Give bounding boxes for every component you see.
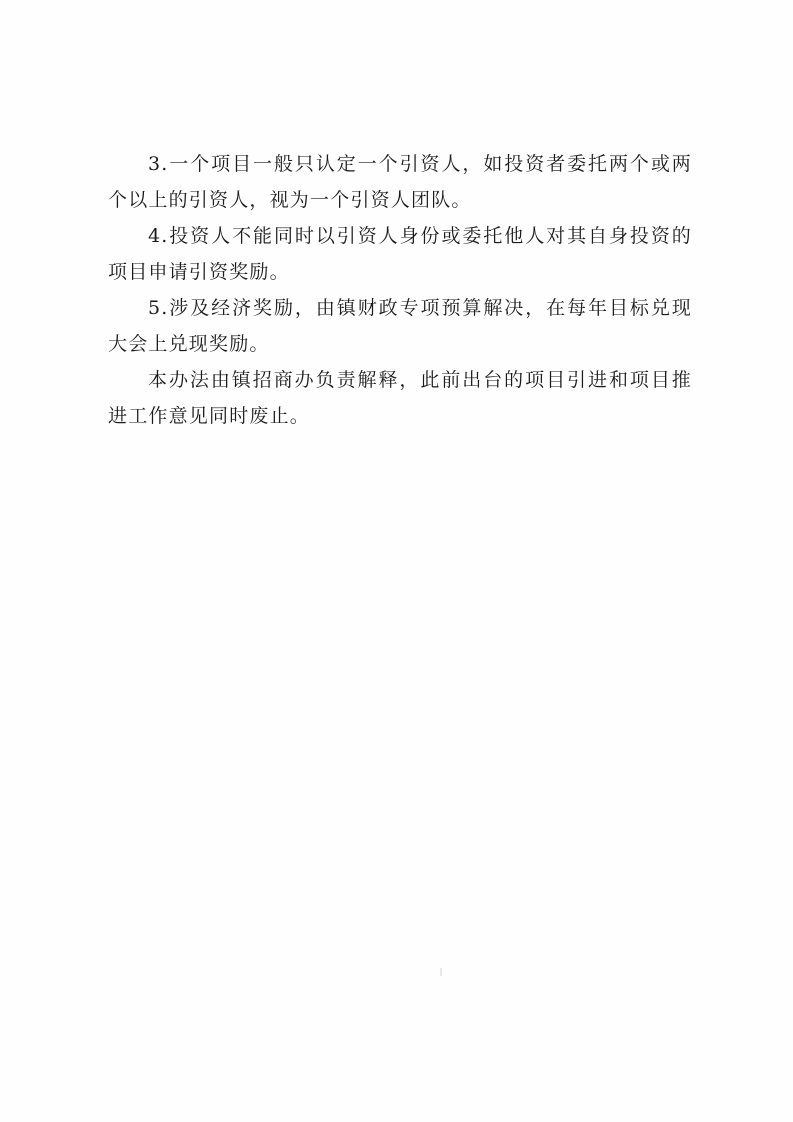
- paragraph-item-4: 4.投资人不能同时以引资人身份或委托他人对其自身投资的项目申请引资奖励。: [108, 225, 692, 283]
- paragraph-item-5: 5.涉及经济奖励，由镇财政专项预算解决，在每年目标兑现大会上兑现奖励。: [108, 297, 692, 355]
- document-body: [108, 146, 692, 434]
- paragraph-item-3: 3.一个项目一般只认定一个引资人，如投资者委托两个或两个以上的引资人，视为一个引资人团队。: [108, 153, 692, 211]
- paragraph-closing: 本办法由镇招商办负责解释，此前出台的项目引进和项目推进工作意见同时废止。: [108, 369, 692, 427]
- scan-mark: [440, 968, 442, 976]
